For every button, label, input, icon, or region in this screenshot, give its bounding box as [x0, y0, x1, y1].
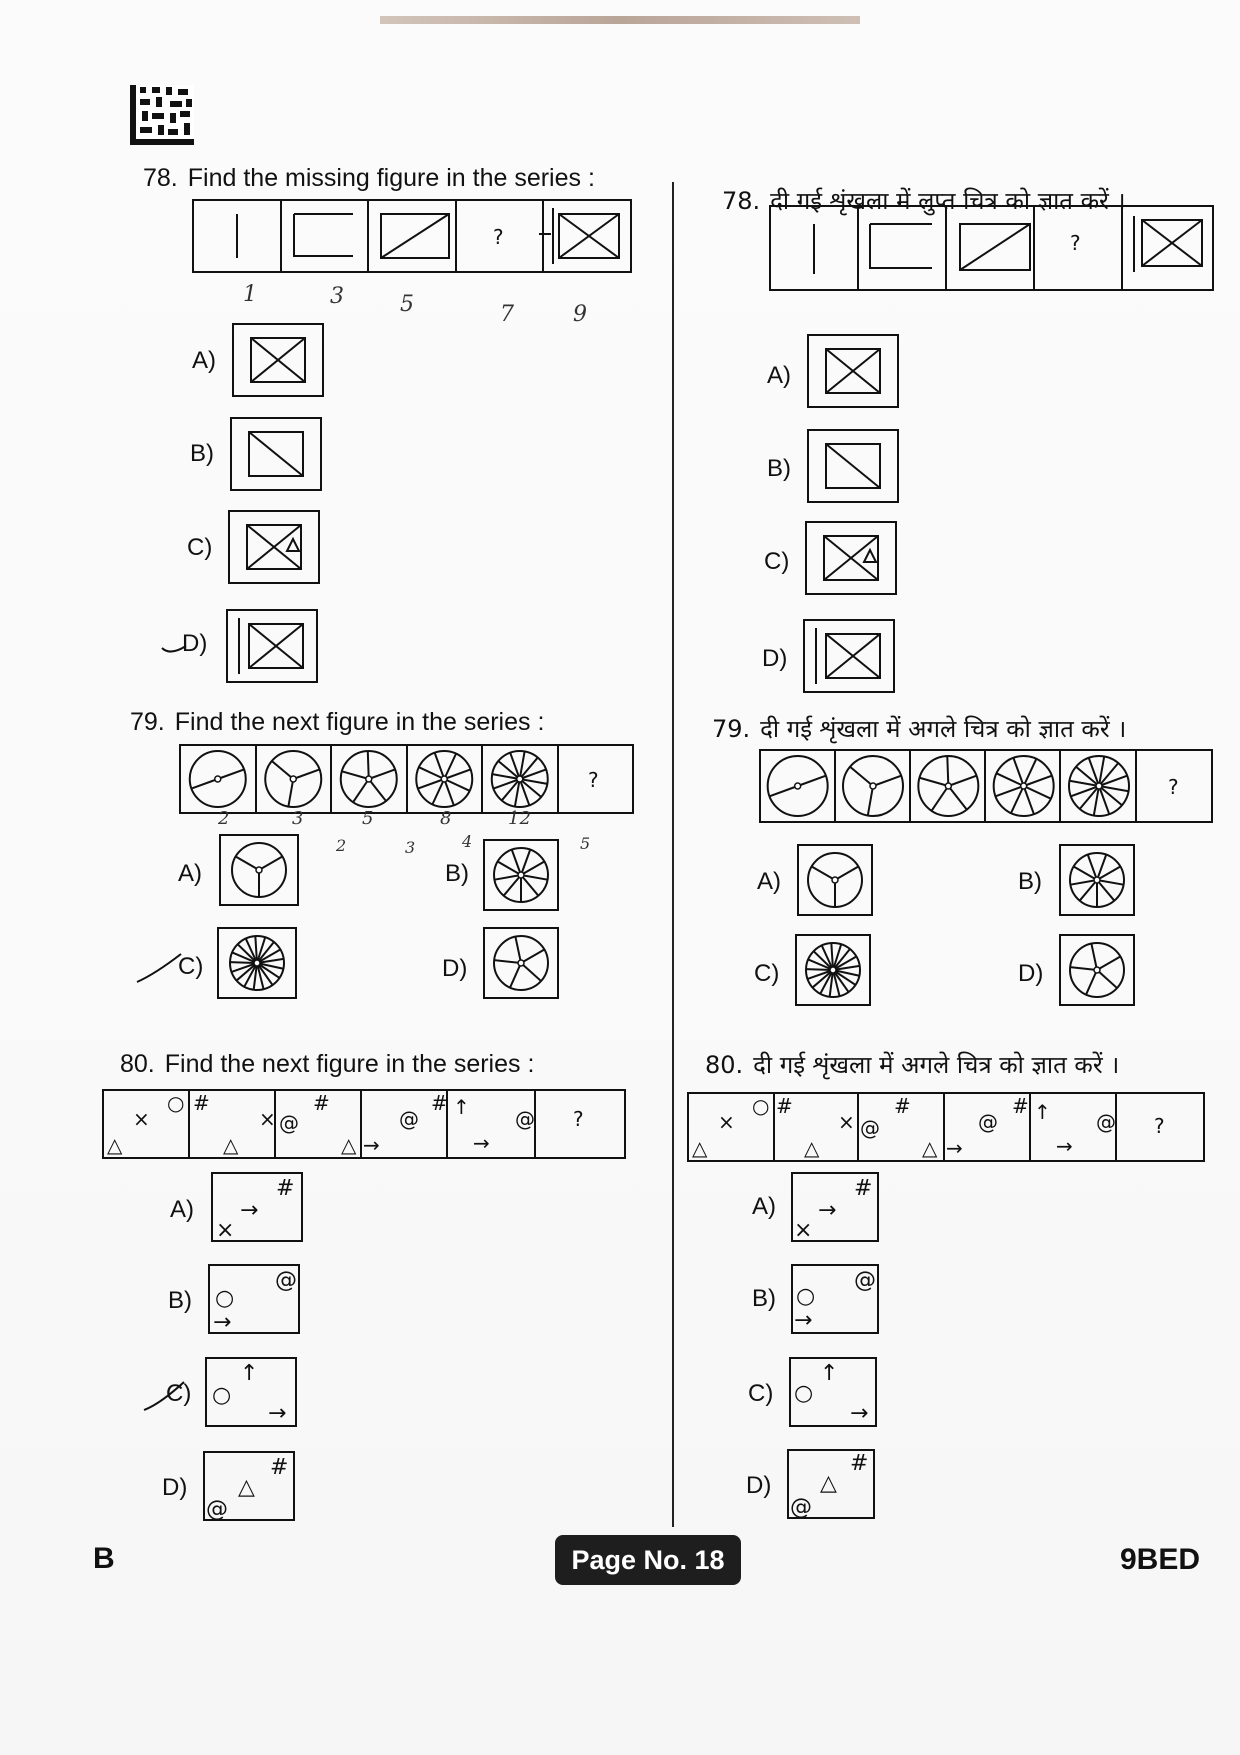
q79-hi-option-b-label: B)	[1018, 868, 1042, 895]
circle-symbol: ○	[796, 1284, 816, 1309]
series-missing: ?	[1070, 231, 1081, 255]
question-text: दी गई शृंखला में लुप्त चित्र को ज्ञात करें ।	[770, 187, 1126, 215]
hash-symbol: #	[850, 1451, 869, 1476]
wheel-spoke	[353, 779, 369, 802]
hash-symbol: #	[854, 1176, 873, 1201]
q80-hi-option-a-label: A)	[752, 1193, 776, 1220]
arrow-right-symbol: →	[473, 1131, 490, 1155]
hash-symbol: #	[431, 1091, 448, 1115]
arrow-right-symbol: →	[818, 1198, 837, 1223]
wheel-spoke	[919, 778, 948, 786]
wheel-spoke	[850, 767, 873, 786]
wheel-spoke	[812, 867, 835, 881]
cross-symbol: ×	[216, 1218, 235, 1243]
q78-option-d-figure[interactable]	[227, 610, 319, 684]
hash-symbol: #	[776, 1094, 793, 1118]
q78-option-a-figure[interactable]	[233, 324, 325, 398]
wheel-spoke	[369, 769, 395, 779]
wheel-spoke	[515, 937, 521, 963]
question-79-hi	[712, 712, 1126, 745]
arrow-up-symbol: ↑	[1034, 1100, 1051, 1124]
wheel-spoke	[873, 776, 901, 786]
q79-hi-option-d-label: D)	[1018, 960, 1044, 987]
q79-option-c-label: C)	[178, 953, 204, 980]
wheel-spoke	[521, 963, 541, 981]
wheel-spoke	[272, 761, 293, 779]
at-symbol: @	[790, 1495, 812, 1520]
q78-series-en	[193, 200, 633, 290]
series-missing: ?	[573, 1107, 584, 1131]
wheel-spoke	[1097, 970, 1117, 988]
q78-hi-option-d-label: D)	[762, 645, 788, 672]
wheel-spoke	[932, 786, 949, 811]
wheel-spoke	[510, 963, 521, 988]
arrow-right-symbol: →	[1056, 1134, 1073, 1158]
q78-hi-option-c-label: C)	[764, 548, 790, 575]
hash-symbol: #	[276, 1176, 295, 1201]
q79-option-b-label: B)	[445, 860, 469, 887]
q78-hi-option-c-figure[interactable]	[806, 522, 898, 596]
scan-edge-strip	[380, 16, 860, 24]
q78-series-hi	[770, 202, 1215, 292]
q78-option-a-label: A)	[192, 347, 216, 374]
triangle-symbol: △	[341, 1133, 357, 1157]
handwritten-note: 7	[500, 302, 514, 327]
q79-series-hi	[760, 750, 1215, 824]
triangle-symbol: △	[692, 1136, 708, 1160]
wheel-spoke	[494, 960, 521, 963]
q78-option-b-label: B)	[190, 440, 214, 467]
triangle-symbol: △	[804, 1136, 820, 1160]
wheel-spoke	[814, 951, 833, 970]
wheel-spoke	[948, 786, 966, 810]
q79-hi-option-d-figure[interactable]	[1060, 935, 1136, 1007]
wheel-spoke	[1086, 970, 1097, 995]
q78-hi-option-b-figure[interactable]	[808, 430, 900, 504]
handwritten-note: 3	[292, 808, 304, 829]
wheel-spoke	[1070, 967, 1097, 970]
q79-series-en	[180, 745, 635, 815]
q80-option-c-label: C)	[166, 1380, 192, 1407]
wheel-spoke	[259, 857, 282, 871]
page-number-badge: Page No. 18	[555, 1535, 741, 1585]
hash-symbol: #	[270, 1455, 289, 1480]
cross-symbol: ×	[133, 1107, 150, 1131]
triangle-symbol: △	[223, 1133, 239, 1157]
set-code: B	[93, 1542, 115, 1575]
handwritten-note: 5	[580, 834, 591, 853]
tick-mark-icon	[140, 1378, 190, 1418]
paper-code: 9BED	[1120, 1543, 1201, 1576]
question-number: 80.	[705, 1051, 744, 1079]
column-divider	[672, 182, 674, 1527]
at-symbol: @	[206, 1497, 228, 1522]
at-symbol: @	[854, 1268, 876, 1293]
at-symbol: @	[978, 1110, 998, 1134]
at-symbol: @	[275, 1268, 297, 1293]
at-symbol: @	[515, 1107, 535, 1131]
circle-symbol: ○	[752, 1094, 770, 1118]
wheel-spoke	[218, 769, 244, 779]
handwritten-note: 2	[336, 836, 347, 855]
arrow-right-symbol: →	[240, 1198, 259, 1223]
q80-series-en	[103, 1090, 628, 1160]
series-figure-2	[294, 214, 353, 256]
tick-mark-icon	[160, 640, 190, 660]
at-symbol: @	[860, 1116, 880, 1140]
wheel-spoke	[521, 950, 544, 964]
q79-hi-option-a-figure[interactable]	[798, 845, 874, 917]
handwritten-note: 8	[440, 808, 452, 829]
q79-hi-option-a-label: A)	[757, 868, 781, 895]
handwritten-note: 1	[243, 282, 257, 307]
datamatrix-code-icon	[130, 85, 194, 145]
arrow-up-symbol: ↑	[240, 1361, 259, 1386]
circle-symbol: ○	[167, 1091, 185, 1115]
series-missing: ?	[1154, 1114, 1165, 1138]
q80-hi-option-a-figure[interactable]	[792, 1173, 882, 1243]
wheel-spoke	[1091, 944, 1097, 970]
q79-option-d-label: D)	[442, 955, 468, 982]
q79-option-b-figure[interactable]	[484, 840, 560, 912]
arrow-up-symbol: ↑	[820, 1361, 839, 1386]
cross-symbol: ×	[838, 1110, 855, 1134]
handwritten-note: 12	[508, 808, 531, 829]
q80-option-c-figure[interactable]	[206, 1358, 298, 1428]
q79-option-a-label: A)	[178, 860, 202, 887]
arrow-up-symbol: ↑	[453, 1095, 470, 1119]
handwritten-note: 4	[462, 832, 473, 851]
cross-symbol: ×	[259, 1107, 276, 1131]
series-missing: ?	[493, 225, 504, 249]
wheel-spoke	[835, 867, 858, 881]
wheel-spoke	[191, 779, 217, 789]
wheel-spoke	[368, 751, 369, 779]
hash-symbol: #	[894, 1094, 911, 1118]
q79-option-a-figure[interactable]	[220, 835, 300, 907]
wheel-spoke	[1097, 957, 1120, 971]
q78-option-b-figure[interactable]	[231, 418, 323, 492]
wheel-spoke	[369, 779, 386, 801]
q78-option-c-label: C)	[187, 534, 213, 561]
q80-hi-option-b-label: B)	[752, 1285, 776, 1312]
handwritten-note: 9	[573, 302, 587, 327]
triangle-symbol: △	[820, 1471, 837, 1496]
wheel-spoke	[947, 756, 948, 786]
triangle-symbol: △	[922, 1136, 938, 1160]
q79-option-d-figure[interactable]	[484, 928, 560, 1000]
tick-mark-icon	[135, 950, 185, 990]
q78-option-c-figure[interactable]	[229, 511, 321, 585]
triangle-symbol: △	[107, 1133, 123, 1157]
wheel-spoke	[238, 944, 257, 963]
wheel-spoke	[236, 857, 259, 871]
q80-hi-option-c-label: C)	[748, 1380, 774, 1407]
arrow-right-symbol: →	[268, 1401, 287, 1426]
question-number: 78.	[722, 187, 761, 215]
question-text: दी गई शृंखला में अगले चित्र को ज्ञात करें ।	[753, 1051, 1120, 1079]
wheel-spoke	[288, 779, 293, 807]
q79-option-c-figure[interactable]	[218, 928, 298, 1000]
q80-hi-option-d-figure[interactable]	[788, 1450, 878, 1520]
q78-hi-option-d-figure[interactable]	[804, 620, 896, 694]
circle-symbol: ○	[212, 1383, 232, 1408]
handwritten-note: 2	[218, 808, 230, 829]
wheel-spoke	[798, 776, 826, 786]
q80-hi-option-c-figure[interactable]	[790, 1358, 880, 1428]
at-symbol: @	[399, 1107, 419, 1131]
q80-option-d-label: D)	[162, 1474, 188, 1501]
q80-option-d-figure[interactable]	[204, 1452, 296, 1522]
triangle-symbol: △	[238, 1475, 255, 1500]
question-number: 80.	[120, 1050, 155, 1078]
q80-option-b-figure[interactable]	[209, 1265, 301, 1335]
arrow-right-symbol: →	[850, 1401, 869, 1426]
wheel-spoke	[868, 786, 873, 816]
series-frame	[193, 200, 631, 272]
hash-symbol: #	[313, 1091, 330, 1115]
wheel-spoke	[342, 771, 369, 779]
handwritten-note: 3	[330, 284, 344, 309]
question-text: दी गई शृंखला में अगले चित्र को ज्ञात करें ।	[760, 715, 1127, 743]
at-symbol: @	[279, 1111, 299, 1135]
q80-hi-option-b-figure[interactable]	[792, 1265, 882, 1335]
cross-symbol: ×	[718, 1110, 735, 1134]
series-missing: ?	[1168, 775, 1179, 799]
question-number: 79.	[712, 715, 751, 743]
q79-hi-option-b-figure[interactable]	[1060, 845, 1136, 917]
arrow-right-symbol: →	[363, 1133, 380, 1157]
q80-option-a-label: A)	[170, 1196, 194, 1223]
question-text: Find the next figure in the series :	[174, 708, 545, 736]
question-80-en	[120, 1050, 534, 1079]
question-number: 78.	[143, 164, 178, 192]
hash-symbol: #	[1012, 1094, 1029, 1118]
question-79-en	[130, 708, 544, 737]
q78-hi-option-a-figure[interactable]	[808, 335, 900, 409]
handwritten-note: 3	[405, 838, 416, 857]
question-78-en	[143, 164, 595, 193]
wheel-spoke	[948, 776, 976, 786]
arrow-right-symbol: →	[794, 1308, 813, 1333]
question-text: Find the missing figure in the series :	[187, 164, 595, 192]
q78-option-d-label: D)	[182, 630, 208, 657]
q79-hi-option-c-label: C)	[754, 960, 780, 987]
circle-symbol: ○	[794, 1381, 814, 1406]
q80-option-b-label: B)	[168, 1287, 192, 1314]
arrow-right-symbol: →	[946, 1136, 963, 1160]
q79-hi-option-c-figure[interactable]	[796, 935, 872, 1007]
series-frame	[770, 206, 1213, 290]
q80-option-a-figure[interactable]	[212, 1173, 304, 1243]
arrow-right-symbol: →	[213, 1310, 232, 1335]
hash-symbol: #	[193, 1091, 210, 1115]
wheel-spoke	[293, 769, 319, 779]
handwritten-note: 5	[400, 292, 414, 317]
q80-hi-option-d-label: D)	[746, 1472, 772, 1499]
wheel-spoke	[769, 786, 797, 796]
question-number: 79.	[130, 708, 165, 736]
at-symbol: @	[1096, 1110, 1116, 1134]
q78-hi-option-a-label: A)	[767, 362, 791, 389]
q80-series-hi	[688, 1093, 1206, 1163]
handwritten-note: 5	[362, 808, 374, 829]
question-80-hi	[705, 1048, 1119, 1081]
cross-symbol: ×	[794, 1218, 813, 1243]
circle-symbol: ○	[215, 1286, 235, 1311]
q78-hi-option-b-label: B)	[767, 455, 791, 482]
series-missing: ?	[588, 768, 599, 792]
question-text: Find the next figure in the series :	[164, 1050, 535, 1078]
